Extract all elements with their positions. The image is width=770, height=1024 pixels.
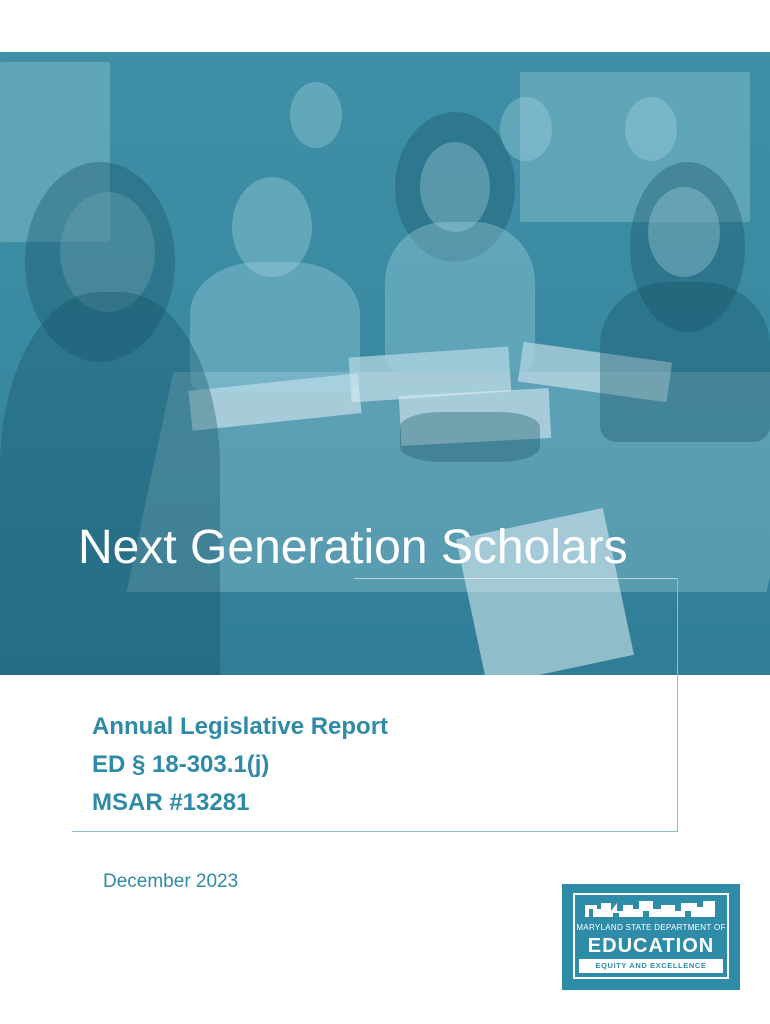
- report-info: [92, 708, 388, 822]
- msde-logo: [562, 884, 740, 990]
- logo-tagline-text: EQUITY AND EXCELLENCE: [595, 961, 707, 970]
- cover-photo: [0, 52, 770, 675]
- msar-number: MSAR #13281: [92, 789, 250, 816]
- logo-agency-text: MARYLAND STATE DEPARTMENT OF: [576, 923, 726, 932]
- logo-tagline-bar: [579, 959, 723, 973]
- report-date: December 2023: [103, 871, 239, 892]
- frame-top-line: [354, 578, 678, 579]
- cover-title: Next Generation Scholars: [78, 521, 628, 574]
- logo-education-text: EDUCATION: [587, 935, 715, 957]
- statute-reference: ED § 18-303.1(j): [92, 751, 270, 778]
- skyline-icon: [583, 899, 723, 919]
- report-type: Annual Legislative Report: [92, 713, 389, 740]
- frame-right-line: [677, 578, 678, 832]
- frame-bottom-line: [72, 831, 678, 832]
